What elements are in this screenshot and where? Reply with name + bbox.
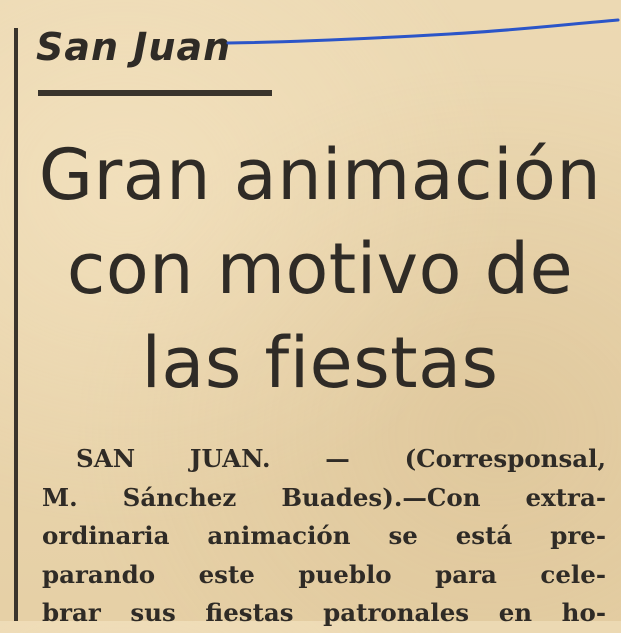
article-line: SAN JUAN. — (Corresponsal, [76,444,606,473]
headline [22,128,618,410]
article-line: ordinaria animación se está pre- [42,521,606,550]
article-body [42,440,606,633]
section-title: San Juan [36,25,232,69]
article-line: brar sus fiestas patronales en ho- [42,598,606,627]
article-line: parando este pueblo para cele- [42,559,606,589]
headline-line: Gran animación [38,134,602,216]
column-rule [14,28,18,621]
article-line: M. Sánchez Buades).—Con extra- [42,482,606,512]
headline-line: con motivo de [66,228,574,310]
section-underline [38,90,272,96]
headline-line: las fiestas [141,322,499,404]
